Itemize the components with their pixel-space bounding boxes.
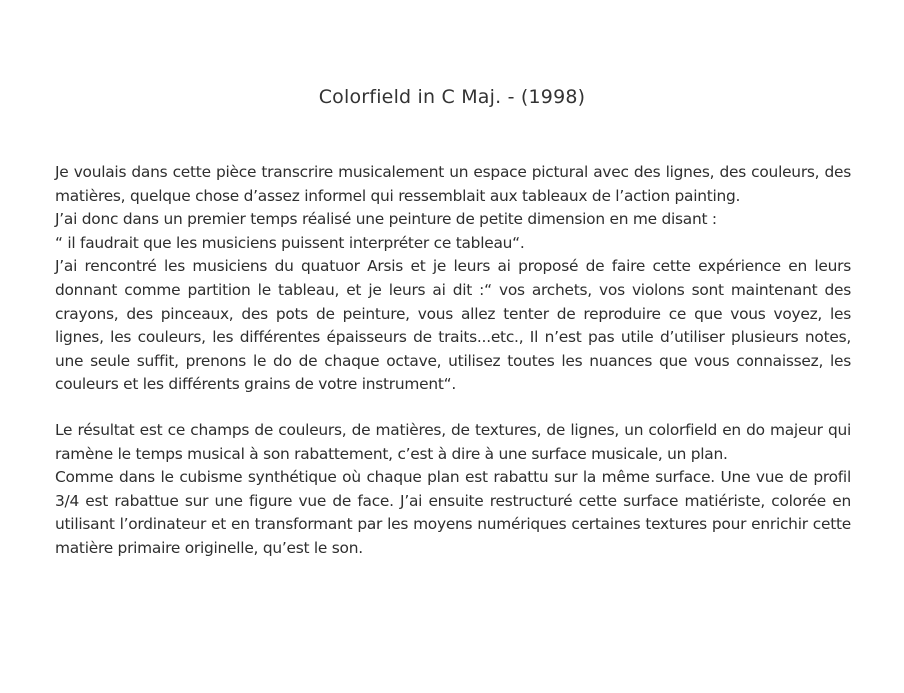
paragraph-painting: J’ai donc dans un premier temps réalisé une peinture de petite dimension en me disant : (55, 210, 717, 229)
paragraph-quartet: J’ai rencontré les musiciens du quatuor Arsis et je leurs ai proposé de faire cette expérience en leurs donnant comme partition le tableau, et je leurs ai dit :“ vos archets, vos violons sont maintenant des crayons, des pinceaux, des pots de peinture, vous allez tenter de reproduire ce que vous voyez, les lignes, les couleurs, les différentes épaisseurs de traits...etc., Il n’est pas utile d’utiliser plusieurs notes, une seule suffit, prenons le do de chaque octave, utilisez toutes les nuances que vous connaissez, les couleurs et les différents grains de votre instrument“. (55, 257, 851, 394)
document-title: Colorfield in C Maj. - (1998) (318, 86, 586, 108)
paragraph-cubism: Comme dans le cubisme synthétique où chaque plan est rabattu sur la même surface. Une vue de profil 3/4 est rabattue sur une figure vue de face. J’ai ensuite restructuré cette surface matiériste, colorée en utilisant l’ordinateur et en transformant par les moyens numériques certaines textures pour enrichir cette matière primaire originelle, qu’est le son. (55, 468, 851, 557)
paragraph-result: Le résultat est ce champs de couleurs, de matières, de textures, de lignes, un colorfield en do majeur qui ramène le temps musical à son rabattement, c’est à dire à une surface musicale, un plan. (55, 420, 851, 463)
paragraph-intro: Je voulais dans cette pièce transcrire musicalement un espace pictural avec des lignes, des couleurs, des matières, quelque chose d’assez informel qui ressemblait aux tableaux de l’action painting. (55, 163, 851, 205)
paragraph-quote: “ il faudrait que les musiciens puissent interpréter ce tableau“. (55, 233, 525, 252)
paragraph-gap (55, 397, 851, 419)
document-body (55, 161, 851, 561)
